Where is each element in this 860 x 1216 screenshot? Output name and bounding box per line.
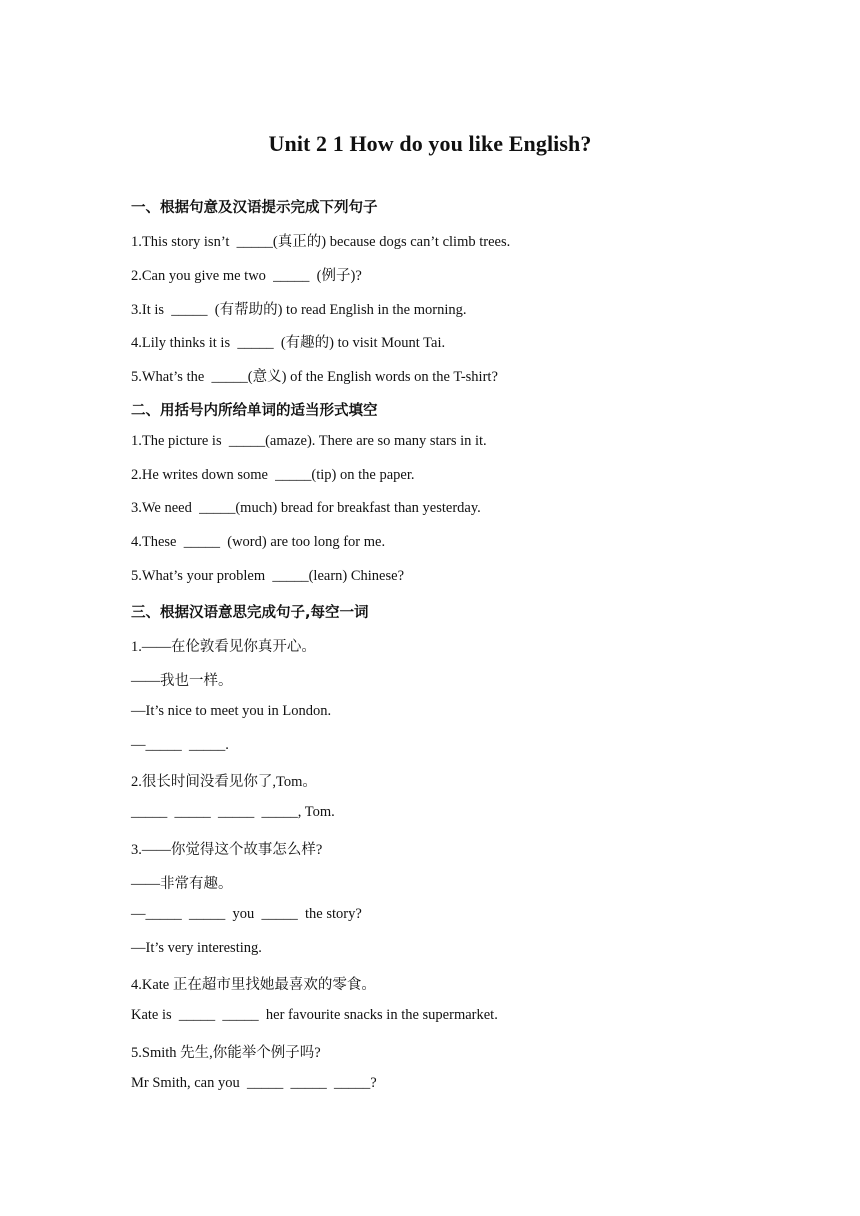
page-title: Unit 2 1 How do you like English? <box>268 131 592 156</box>
section3-line-12: Kate is _____ _____ her favourite snacks in the supermarket. <box>131 1007 498 1023</box>
section2-item-1: 1.The picture is _____(amaze). There are so many stars in it. <box>131 433 487 449</box>
section1-heading: 一、根据句意及汉语提示完成下列句子 <box>131 200 378 216</box>
section3-line-5: 2.很长时间没看见你了,Tom。 <box>131 774 317 790</box>
section2-item-5: 5.What’s your problem _____(learn) Chinese? <box>131 568 405 584</box>
section2-item-3: 3.We need _____(much) bread for breakfast than yesterday. <box>131 500 481 516</box>
section3-line-2: ——我也一样。 <box>131 673 233 689</box>
section2-item-2: 2.He writes down some _____(tip) on the paper. <box>131 467 415 483</box>
section3-line-13: 5.Smith 先生,你能举个例子吗? <box>131 1045 321 1061</box>
section1-item-5: 5.What’s the _____(意义) of the English words on the T-shirt? <box>131 369 498 385</box>
section3-line-7: 3.——你觉得这个故事怎么样? <box>131 842 323 858</box>
section3-line-14: Mr Smith, can you _____ _____ _____? <box>131 1075 377 1091</box>
section1-item-4: 4.Lily thinks it is _____ (有趣的) to visit Mount Tai. <box>131 335 446 351</box>
section3-line-4: —_____ _____. <box>131 737 229 753</box>
section3-line-1: 1.——在伦敦看见你真开心。 <box>131 639 316 655</box>
section3-line-9: —_____ _____ you _____ the story? <box>131 906 362 922</box>
section3-heading: 三、根据汉语意思完成句子,每空一词 <box>131 605 369 621</box>
section3-line-8: ——非常有趣。 <box>131 876 233 892</box>
section1-item-2: 2.Can you give me two _____ (例子)? <box>131 268 362 284</box>
section2-item-4: 4.These _____ (word) are too long for me. <box>131 534 386 550</box>
section1-item-1: 1.This story isn’t _____(真正的) because dogs can’t climb trees. <box>131 234 511 250</box>
section3-line-10: —It’s very interesting. <box>131 940 262 956</box>
section3-line-6: _____ _____ _____ _____, Tom. <box>131 804 335 820</box>
section3-line-3: —It’s nice to meet you in London. <box>131 703 332 719</box>
section3-line-11: 4.Kate 正在超市里找她最喜欢的零食。 <box>131 977 376 993</box>
section1-item-3: 3.It is _____ (有帮助的) to read English in the morning. <box>131 302 467 318</box>
section2-heading: 二、用括号内所给单词的适当形式填空 <box>131 403 378 419</box>
